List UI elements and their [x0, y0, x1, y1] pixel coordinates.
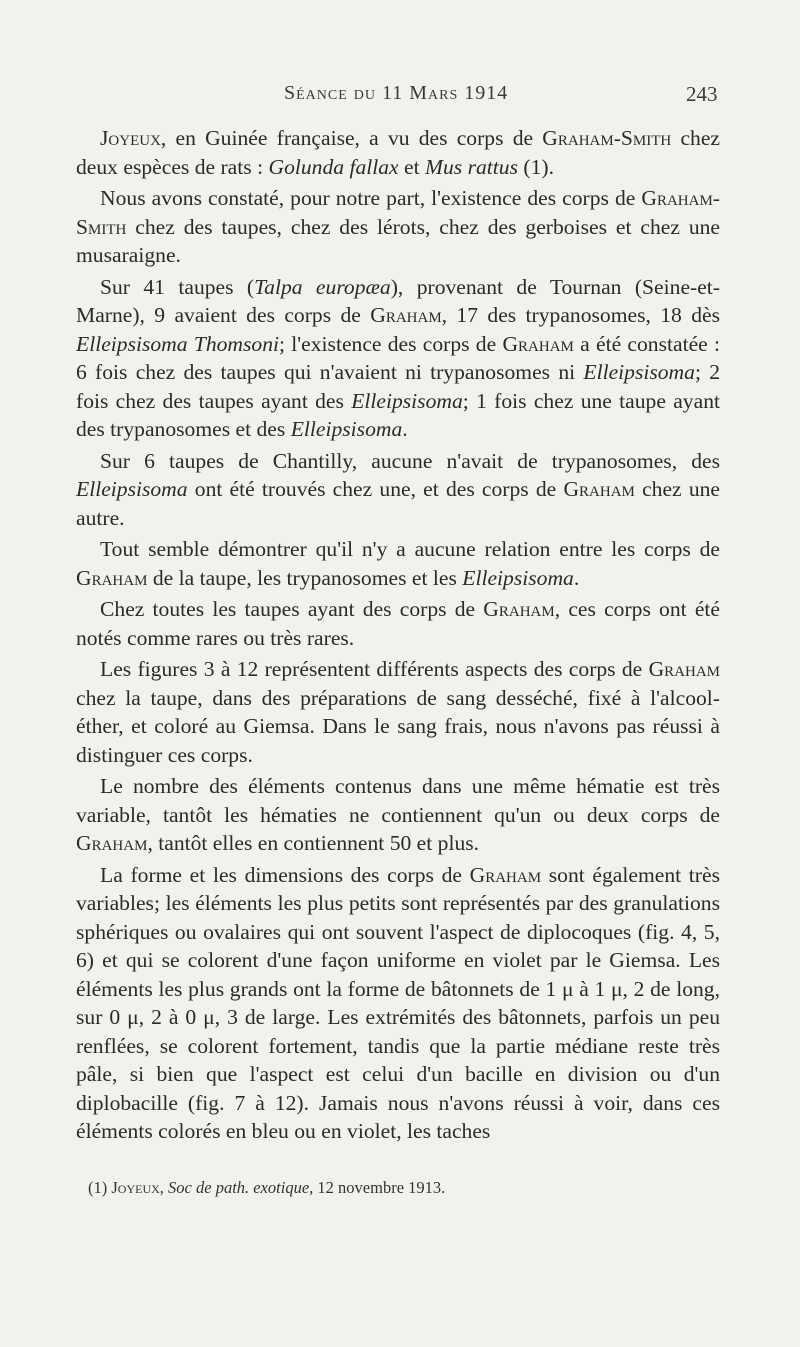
- paragraph: [76, 772, 720, 858]
- italic-run: Mus rattus: [425, 154, 519, 179]
- paragraph: [76, 655, 720, 769]
- page-number: 243: [686, 82, 718, 106]
- text-run: .: [402, 417, 408, 441]
- text-run: Les figures 3 à 12 représentent différents aspects des corps de: [100, 657, 649, 681]
- small-caps-run: Graham-Smith: [76, 186, 720, 239]
- text-run: .: [573, 565, 580, 590]
- italic-run: Talpa europæa: [254, 274, 391, 299]
- text-run: de la taupe, les trypanosomes et les: [147, 565, 463, 590]
- page-header: [0, 82, 800, 112]
- paragraph: [76, 861, 720, 1146]
- small-caps-run: Graham: [76, 565, 148, 590]
- small-caps-run: Graham: [76, 831, 148, 855]
- italic-run: Elleipsisoma: [290, 417, 403, 441]
- paragraph: [76, 535, 720, 592]
- text-run: , ces corps ont été notés comme rares ou très rares.: [76, 597, 720, 650]
- text-run: 12 novembre 1913.: [313, 1178, 446, 1197]
- small-caps-run: Graham: [563, 477, 635, 501]
- text-run: La forme et les dimensions des corps de: [100, 862, 470, 887]
- paragraph: [76, 273, 720, 444]
- small-caps-run: Joyeux: [100, 126, 161, 150]
- small-caps-run: Graham: [648, 657, 720, 681]
- paragraph: [76, 124, 720, 181]
- text-run: Tout semble démontrer qu'il n'y a aucune relation entre les corps de: [100, 537, 720, 561]
- text-run: , 17 des trypanosomes, 18 dès: [441, 303, 721, 327]
- text-run: ; 2 fois chez des taupes ayant des: [76, 360, 721, 413]
- running-title: Séance du 11 Mars 1914: [284, 82, 509, 104]
- small-caps-run: Joyeux: [111, 1178, 160, 1197]
- text-run: chez une autre.: [76, 477, 720, 530]
- text-run: (1): [88, 1178, 112, 1197]
- text-run: chez la taupe, dans des préparations de sang desséché, fixé à l'alcool-éther, et coloré au Giemsa. Dans le sang frais, nous n'avons pas réussi à distinguer ces corps.: [76, 685, 720, 767]
- text-run: ), provenant de Tournan (Seine-et-Marne), 9 avaient des corps de: [76, 274, 720, 327]
- small-caps-run: Graham: [469, 862, 542, 887]
- small-caps-run: Graham: [483, 597, 555, 621]
- text-run: sont également très variables; les éléments les plus petits sont représentés par des granulations sphériques ou ovalaires qui ont souvent l'aspect de diplocoques (fig. 4, 5, 6) et qui se colorent d'une façon uniforme en violet par le Giemsa. Les éléments les plus grands ont la forme de bâtonnets de 1 μ à 1 μ, 2 de long, sur 0 μ, 2 à 0 μ, 3 de large. Les extrémités des bâtonnets, parfois un peu renflées, se colorent fortement, tandis que la partie médiane reste très pâle, si bien que l'aspect est celui d'un bacille en division ou d'un diplobacille (fig. 7 à 12). Jamais nous n'avons réussi à voir, dans ces éléments colorés en bleu ou en violet, les taches: [76, 862, 720, 1143]
- paragraph: [76, 595, 720, 652]
- small-caps-run: Graham-Smith: [542, 126, 672, 150]
- text-run: (1).: [518, 154, 554, 179]
- text-run: ; l'existence des corps de: [279, 331, 503, 356]
- text-run: et: [398, 154, 426, 179]
- text-run: Nous avons constaté, pour notre part, l'existence des corps de: [100, 186, 642, 210]
- text-run: Le nombre des éléments contenus dans une même hématie est très variable, tantôt les hématies ne contiennent qu'un ou deux corps de: [76, 774, 720, 827]
- italic-run: Elleipsisoma: [351, 388, 463, 413]
- italic-run: Golunda fallax: [268, 154, 399, 179]
- text-run: , tantôt elles en contiennent 50 et plus.: [147, 831, 480, 855]
- small-caps-run: Graham: [370, 303, 442, 327]
- paragraph: [76, 447, 720, 533]
- text-run: ont été trouvés chez une, et des corps de: [187, 477, 564, 501]
- text-run: Sur 6 taupes de Chantilly, aucune n'avait de trypanosomes, des: [100, 448, 720, 473]
- body-text: [76, 124, 720, 1146]
- text-run: Chez toutes les taupes ayant des corps de: [100, 597, 484, 621]
- italic-run: Elleipsisoma: [462, 565, 574, 590]
- text-run: chez deux espèces de rats :: [76, 126, 720, 179]
- footnote: [88, 1177, 728, 1199]
- text-run: ,: [159, 1178, 169, 1197]
- italic-run: Soc de path. exotique,: [168, 1178, 314, 1197]
- small-caps-run: Graham: [502, 331, 574, 356]
- italic-run: Elleipsisoma Thomsoni: [76, 331, 280, 356]
- paragraph: [76, 184, 720, 270]
- text-run: chez des taupes, chez des lérots, chez des gerboises et chez une musaraigne.: [76, 214, 720, 267]
- italic-run: Elleipsisoma: [583, 360, 695, 384]
- text-run: Sur 41 taupes (: [100, 274, 255, 299]
- text-run: a été constatée : 6 fois chez des taupes qui n'avaient ni trypanosomes ni: [76, 331, 720, 384]
- text-run: , en Guinée française, a vu des corps de: [160, 126, 543, 150]
- italic-run: Elleipsisoma: [76, 477, 188, 501]
- text-run: ; 1 fois chez une taupe ayant des trypanosomes et des: [76, 388, 720, 441]
